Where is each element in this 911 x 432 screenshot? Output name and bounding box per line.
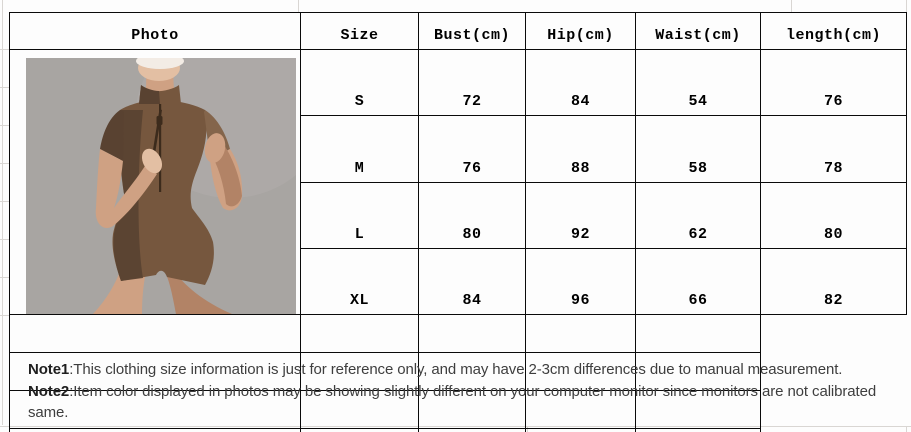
empty-cell [419, 315, 526, 353]
empty-row [10, 315, 907, 353]
column-header-size: Size [301, 13, 419, 50]
waist-value: 54 [636, 50, 761, 116]
column-header-length: length(cm) [761, 13, 907, 50]
gridline [298, 0, 299, 12]
gridline [0, 201, 9, 202]
empty-cell [10, 315, 301, 353]
empty-cell [636, 429, 761, 432]
hip-value: 92 [526, 182, 636, 248]
length-value: 76 [761, 50, 907, 116]
product-photo [26, 58, 296, 314]
empty-cell [10, 429, 301, 432]
hip-value: 88 [526, 116, 636, 182]
note-text: This clothing size information is just for reference only, and may have 2-3cm differences due to manual measurement. [73, 361, 843, 378]
size-row-s [10, 50, 907, 116]
romper-model-illustration [26, 58, 296, 314]
empty-cell [526, 315, 636, 353]
waist-value: 58 [636, 116, 761, 182]
gridline [906, 0, 907, 12]
column-header-bust: Bust(cm) [419, 13, 526, 50]
gridline [791, 0, 792, 12]
gridline [0, 163, 9, 164]
length-value: 80 [761, 182, 907, 248]
size-value: L [301, 182, 419, 248]
gridline [0, 315, 9, 316]
gridline [0, 87, 9, 88]
empty-row [10, 429, 907, 432]
notes-section [28, 359, 896, 424]
bust-value: 84 [419, 248, 526, 314]
waist-value: 66 [636, 248, 761, 314]
gridline [0, 49, 9, 50]
product-photo-cell [10, 50, 301, 315]
note-text: Item color displayed in photos may be showing slightly different on your computer monitor since monitors are not calibrated same. [28, 382, 877, 421]
length-value: 78 [761, 116, 907, 182]
bust-value: 76 [419, 116, 526, 182]
empty-cell [636, 315, 761, 353]
empty-cell [419, 429, 526, 432]
gridline [2, 0, 3, 425]
note-item-2: Note2:Item color displayed in photos may be showing slightly different on your computer monitor since monitors are not calibrated same. [28, 382, 877, 421]
gridline [0, 125, 9, 126]
note-label: Note1 [28, 361, 70, 378]
hip-value: 96 [526, 248, 636, 314]
note-label: Note2 [28, 382, 70, 400]
waist-value: 62 [636, 182, 761, 248]
size-value: XL [301, 248, 419, 314]
length-value: 82 [761, 248, 907, 314]
gridline [0, 239, 9, 240]
hip-value: 84 [526, 50, 636, 116]
bust-value: 80 [419, 182, 526, 248]
size-value: M [301, 116, 419, 182]
bust-value: 72 [419, 50, 526, 116]
size-value: S [301, 50, 419, 116]
note-item-1: Note1:This clothing size information is just for reference only, and may have 2-3cm differences due to manual measurement. [28, 361, 843, 378]
empty-cell [526, 429, 636, 432]
empty-cell [301, 315, 419, 353]
column-header-photo: Photo [10, 13, 301, 50]
column-header-hip: Hip(cm) [526, 13, 636, 50]
table-header-row [10, 13, 907, 50]
empty-cell [301, 429, 419, 432]
gridline [0, 277, 9, 278]
column-header-waist: Waist(cm) [636, 13, 761, 50]
